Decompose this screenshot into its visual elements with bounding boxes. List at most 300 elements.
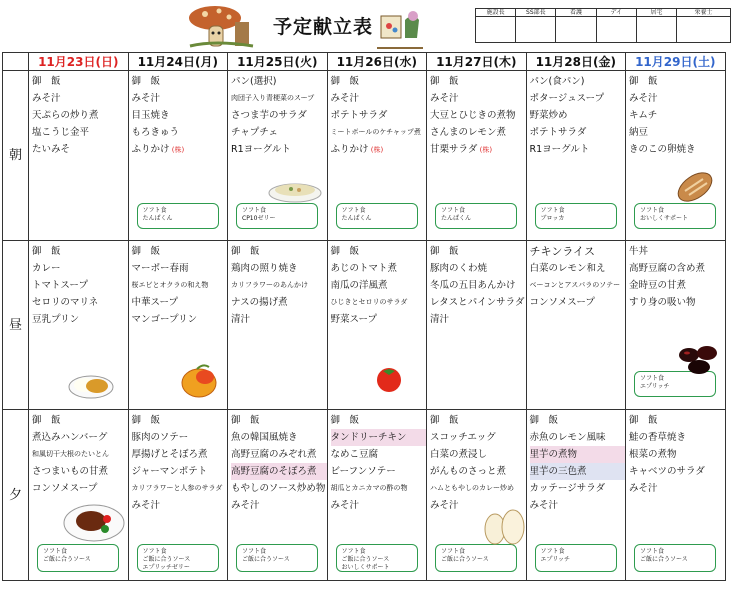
beans-illustration xyxy=(675,343,723,377)
menu-item-text: ポタージュスープ xyxy=(529,93,605,104)
menu-list xyxy=(231,243,327,328)
menu-item-text: ポテトサラダ xyxy=(330,110,388,121)
menu-item-text: 中華スープ xyxy=(131,297,179,308)
soft-food-box xyxy=(137,203,219,229)
menu-item xyxy=(629,90,725,107)
menu-item-text: 御 飯 xyxy=(430,76,459,87)
menu-item-text: 魚の韓国風焼き xyxy=(231,432,298,443)
menu-item-text: たいみそ xyxy=(32,144,71,155)
menu-item xyxy=(430,294,526,311)
menu-item-text: 目玉焼き xyxy=(131,110,170,121)
menu-item xyxy=(430,141,526,159)
soft-food-box xyxy=(634,203,716,229)
menu-item-text: ふりかけ xyxy=(330,144,369,155)
menu-item xyxy=(430,260,526,277)
menu-item xyxy=(32,73,128,90)
menu-item xyxy=(629,429,725,446)
menu-item xyxy=(530,429,626,446)
menu-item-text: 煮込みハンバーグ xyxy=(32,432,108,443)
menu-item xyxy=(132,429,228,446)
soft-food-line: ブロッカ xyxy=(540,215,565,222)
menu-item-text: みそ汁 xyxy=(330,500,360,511)
soft-food-line: おいしくサポート xyxy=(341,564,390,571)
menu-item-text: 御 飯 xyxy=(32,415,61,426)
meal-cell[interactable] xyxy=(527,71,627,241)
menu-item xyxy=(132,107,228,124)
row-label: 夕 xyxy=(3,410,29,581)
menu-item xyxy=(132,243,228,260)
menu-item xyxy=(430,243,526,260)
menu-item xyxy=(331,277,427,294)
soft-food-line: エプリッチゼリー xyxy=(142,564,190,571)
menu-item-text: コンソメスープ xyxy=(529,297,595,308)
approval-stamp-cell[interactable] xyxy=(516,17,556,43)
row-label: 朝 xyxy=(3,71,29,241)
menu-item xyxy=(331,90,427,107)
meal-cell[interactable] xyxy=(228,241,328,410)
menu-item xyxy=(132,73,228,90)
menu-item xyxy=(629,141,725,158)
menu-item xyxy=(132,277,228,294)
menu-list xyxy=(231,73,327,158)
menu-item-text: さんまのレモン煮 xyxy=(430,127,507,138)
menu-item-text: カレー xyxy=(32,263,61,274)
menu-item-text: みそ汁 xyxy=(131,93,161,104)
menu-item xyxy=(132,294,228,311)
menu-item xyxy=(231,412,327,429)
menu-item xyxy=(430,90,526,107)
menu-list xyxy=(430,412,526,514)
menu-item xyxy=(32,429,128,446)
menu-item xyxy=(32,463,128,480)
menu-item-text: 御 飯 xyxy=(629,76,658,87)
menu-item-text: 御 飯 xyxy=(529,415,559,426)
menu-list xyxy=(32,412,128,497)
soft-food-box xyxy=(236,203,318,229)
meal-cell[interactable] xyxy=(427,71,527,241)
title-area xyxy=(185,2,435,50)
approval-stamp-cell[interactable] xyxy=(556,17,596,43)
menu-item-text: パン(食パン) xyxy=(529,76,585,87)
menu-item xyxy=(331,446,427,463)
menu-item-text: スコッチエッグ xyxy=(430,432,496,443)
soft-food-line: ご飯に合うソース xyxy=(341,556,390,563)
soft-food-line: エプリッチ xyxy=(540,556,571,563)
soft-food-line: CP10ゼリー xyxy=(242,215,276,222)
menu-item-text: みそ汁 xyxy=(430,93,459,104)
menu-item xyxy=(231,90,327,107)
menu-item xyxy=(231,429,327,446)
menu-item xyxy=(331,124,427,141)
soft-food-title: ソフト食 xyxy=(640,207,665,214)
menu-item-text: ハムともやしのカレー炒め xyxy=(430,484,514,492)
menu-item-text: すり身の吸い物 xyxy=(629,297,696,308)
page-title: 予定献立表 xyxy=(273,16,374,38)
menu-item xyxy=(32,294,128,311)
menu-item xyxy=(331,294,427,311)
approval-header: SS部長 xyxy=(516,9,556,17)
meal-cell[interactable] xyxy=(29,410,129,581)
menu-list xyxy=(530,73,626,158)
menu-item xyxy=(331,412,427,429)
menu-item xyxy=(430,412,526,429)
corner-header xyxy=(3,53,29,71)
soft-food-box xyxy=(336,544,418,572)
menu-item-text: みそ汁 xyxy=(231,500,260,511)
soft-food-title: ソフト食 xyxy=(142,548,167,555)
menu-item-text: チャプチェ xyxy=(231,127,278,138)
soft-food-line: ご飯に合うソース xyxy=(441,556,489,563)
soft-food-title: ソフト食 xyxy=(43,548,68,555)
menu-item-text: カリフラワーと人参のサラダ xyxy=(131,484,223,492)
menu-list xyxy=(32,73,128,158)
menu-item xyxy=(530,90,626,107)
soft-food-line: おいしくサポート xyxy=(640,215,689,222)
menu-item xyxy=(331,463,427,480)
menu-item-text: パン(選択) xyxy=(231,76,277,87)
day-header: 11月24日(月) xyxy=(129,53,229,71)
menu-item xyxy=(530,260,626,277)
menu-item-text: トマトスープ xyxy=(32,280,88,291)
menu-item-text: 鮭の香草焼き xyxy=(629,432,687,443)
soft-food-title: ソフト食 xyxy=(540,548,565,555)
menu-item xyxy=(530,277,626,294)
soft-food-title: ソフト食 xyxy=(441,207,466,214)
meal-cell[interactable] xyxy=(328,410,428,581)
menu-item xyxy=(231,243,327,260)
menu-item-text: さつまいもの甘煮 xyxy=(32,466,109,477)
menu-item-text: レタスとパインサラダ xyxy=(430,297,525,308)
menu-list xyxy=(629,412,725,497)
menu-list xyxy=(331,73,427,159)
menu-list xyxy=(132,73,228,159)
menu-list xyxy=(629,243,725,311)
soft-food-title: ソフト食 xyxy=(640,548,665,555)
menu-item-text: 高野豆腐のみぞれ煮 xyxy=(231,449,317,460)
menu-item-text: 御 飯 xyxy=(330,415,360,426)
menu-item-text: ミートボールのケチャップ煮 xyxy=(330,128,421,136)
menu-item xyxy=(231,311,327,328)
menu-item xyxy=(629,277,725,294)
menu-item xyxy=(530,294,626,311)
menu-item xyxy=(32,446,128,463)
approval-stamp-cell[interactable] xyxy=(636,17,676,43)
tomato-illustration xyxy=(373,363,405,393)
menu-item xyxy=(331,311,427,328)
menu-list xyxy=(132,412,228,514)
meal-cell[interactable] xyxy=(427,410,527,581)
menu-item-note: (株) xyxy=(368,146,384,154)
meal-cell[interactable] xyxy=(626,71,726,241)
soft-food-title: ソフト食 xyxy=(540,207,565,214)
painter-illustration xyxy=(375,8,425,50)
day-header: 11月25日(火) xyxy=(228,53,328,71)
approval-stamp-cell[interactable] xyxy=(596,17,636,43)
menu-item xyxy=(132,497,228,514)
menu-item-text: カリフラワーのあんかけ xyxy=(231,281,308,289)
approval-header: 栄養士 xyxy=(677,9,731,17)
menu-item-text: きのこの卵焼き xyxy=(629,144,696,155)
menu-item xyxy=(331,260,427,277)
meal-cell[interactable] xyxy=(228,410,328,581)
soft-food-line: たんぱくん xyxy=(341,215,372,222)
approval-stamp-cell[interactable] xyxy=(677,17,731,43)
meal-cell[interactable] xyxy=(129,410,229,581)
menu-item-text: R1ヨーグルト xyxy=(529,144,590,155)
menu-item-text: 厚揚げとそぼろ煮 xyxy=(131,449,208,460)
menu-item-text: 豚肉のソテー xyxy=(131,432,189,443)
menu-list xyxy=(430,73,526,159)
menu-item-text: 和風切干大根のたいとん xyxy=(32,450,109,458)
menu-item-text: 豚肉のくわ焼 xyxy=(430,263,488,274)
menu-item-text: 金時豆の甘煮 xyxy=(629,280,687,291)
menu-item-text: コンソメスープ xyxy=(32,483,98,494)
menu-item xyxy=(530,107,626,124)
menu-item xyxy=(32,107,128,124)
soft-food-box xyxy=(435,203,517,229)
menu-item xyxy=(231,294,327,311)
menu-item-text: 塩こうじ金平 xyxy=(32,127,90,138)
meal-cell[interactable] xyxy=(228,71,328,241)
menu-item-text: セロリのマリネ xyxy=(32,297,99,308)
soft-food-box xyxy=(37,544,119,572)
menu-item xyxy=(331,141,427,159)
day-header: 11月23日(日) xyxy=(29,53,129,71)
menu-item-text: 御 飯 xyxy=(231,415,260,426)
menu-item-text: 里芋の煮物 xyxy=(529,449,578,460)
hamburg-illustration xyxy=(61,497,127,545)
menu-item xyxy=(629,480,725,497)
menu-list xyxy=(331,243,427,328)
menu-list xyxy=(430,243,526,328)
soft-food-box xyxy=(336,203,418,229)
bread-illustration xyxy=(673,165,717,205)
meal-cell[interactable] xyxy=(427,241,527,410)
menu-item-text: カッテージサラダ xyxy=(529,483,606,494)
menu-item xyxy=(629,463,725,480)
menu-item-text: 鶏肉の照り焼き xyxy=(231,263,298,274)
menu-item xyxy=(530,141,626,158)
menu-item xyxy=(530,124,626,141)
menu-item xyxy=(430,73,526,90)
menu-item xyxy=(132,446,228,463)
menu-item-text: R1ヨーグルト xyxy=(231,144,291,155)
menu-list xyxy=(231,412,327,514)
menu-item-text: 高野豆腐の含め煮 xyxy=(629,263,706,274)
menu-item-text: 御 飯 xyxy=(131,76,161,87)
soft-food-title: ソフト食 xyxy=(341,548,366,555)
menu-item xyxy=(530,463,626,480)
menu-item-text: 胡瓜とカニカマの酢の物 xyxy=(330,484,408,492)
soft-food-line: ご飯に合うソース xyxy=(43,556,91,563)
menu-item-text: みそ汁 xyxy=(330,93,360,104)
menu-item-text: 御 飯 xyxy=(629,415,658,426)
menu-item-text: 豆乳プリン xyxy=(32,314,80,325)
row-label: 昼 xyxy=(3,241,29,410)
menu-item xyxy=(231,141,327,158)
menu-item-text: ベーコンとアスパラのソテー xyxy=(529,281,621,289)
menu-item xyxy=(629,446,725,463)
menu-item-text: チキンライス xyxy=(529,245,595,258)
menu-item xyxy=(32,412,128,429)
menu-list xyxy=(32,243,128,328)
menu-item xyxy=(430,446,526,463)
menu-item xyxy=(430,124,526,141)
menu-item xyxy=(132,124,228,141)
soft-food-line: たんぱくん xyxy=(441,215,472,222)
menu-list xyxy=(331,412,427,514)
meal-cell[interactable] xyxy=(626,241,726,410)
menu-item-text: 肉団子入り青梗菜のスープ xyxy=(231,94,315,102)
approval-stamp-cell[interactable] xyxy=(476,17,516,43)
meal-cell[interactable] xyxy=(527,241,627,410)
menu-item xyxy=(32,277,128,294)
meal-cell[interactable] xyxy=(626,410,726,581)
soft-food-line: エプリッチ xyxy=(640,383,670,390)
menu-item xyxy=(32,243,128,260)
menu-item xyxy=(530,243,626,260)
menu-item-text: タンドリーチキン xyxy=(330,432,407,443)
menu-item-text: 御 飯 xyxy=(131,415,161,426)
menu-item-text: 野菜スープ xyxy=(330,314,378,325)
menu-item xyxy=(231,480,327,497)
approval-header: 施設長 xyxy=(476,9,516,17)
menu-item xyxy=(331,480,427,497)
menu-item-text: みそ汁 xyxy=(629,483,658,494)
menu-item-text: 白菜の煮浸し xyxy=(430,449,488,460)
menu-item xyxy=(530,73,626,90)
soft-food-box xyxy=(137,544,219,572)
meal-cell[interactable] xyxy=(29,71,129,241)
day-header: 11月29日(土) xyxy=(626,53,726,71)
menu-item-note: (株) xyxy=(169,146,185,154)
menu-item xyxy=(132,311,228,328)
menu-item-text: 大豆とひじきの煮物 xyxy=(430,110,516,121)
menu-item-text: 清汁 xyxy=(430,314,450,325)
menu-item xyxy=(629,107,725,124)
menu-item-text: 御 飯 xyxy=(430,246,459,257)
menu-item xyxy=(331,107,427,124)
menu-item-text: みそ汁 xyxy=(32,93,61,104)
menu-item-text: 里芋の三色煮 xyxy=(529,466,587,477)
menu-item-text: 冬瓜の五目あんかけ xyxy=(430,280,516,291)
menu-item xyxy=(231,446,327,463)
menu-item xyxy=(331,429,427,446)
menu-item-text: 清汁 xyxy=(231,314,251,325)
menu-item xyxy=(231,260,327,277)
menu-item-text: ビーフンソテー xyxy=(330,466,396,477)
menu-item-note: (株) xyxy=(477,146,493,154)
meal-cell[interactable] xyxy=(328,71,428,241)
menu-item xyxy=(430,463,526,480)
soft-food-box xyxy=(634,544,716,572)
soft-food-line: ご飯に合うソース xyxy=(242,556,290,563)
menu-item xyxy=(231,497,327,514)
soft-food-line: ご飯に合うソース xyxy=(640,556,688,563)
menu-item xyxy=(629,260,725,277)
menu-item-text: ひじきとセロリのサラダ xyxy=(330,298,408,306)
menu-item-text: 牛丼 xyxy=(629,246,649,257)
soft-food-box xyxy=(535,544,617,572)
menu-item xyxy=(530,480,626,497)
menu-item xyxy=(32,124,128,141)
menu-item-text: 根菜の煮物 xyxy=(629,449,677,460)
menu-item xyxy=(430,107,526,124)
menu-item xyxy=(629,124,725,141)
soft-food-title: ソフト食 xyxy=(341,207,366,214)
mango-illustration xyxy=(179,359,221,399)
soft-food-title: ソフト食 xyxy=(242,548,267,555)
menu-item xyxy=(231,277,327,294)
menu-item-text: ジャーマンポテト xyxy=(131,466,208,477)
menu-item xyxy=(132,412,228,429)
menu-item-text: マンゴープリン xyxy=(131,314,198,325)
menu-item xyxy=(132,141,228,159)
menu-item xyxy=(430,311,526,328)
soup-illustration xyxy=(265,173,325,205)
menu-item xyxy=(32,90,128,107)
menu-item-text: みそ汁 xyxy=(430,500,459,511)
menu-list xyxy=(629,73,725,158)
menu-list xyxy=(530,412,626,514)
menu-item-text: マーボー春雨 xyxy=(131,263,189,274)
menu-item-text: ふりかけ xyxy=(131,144,170,155)
menu-item-text: キムチ xyxy=(629,110,658,121)
menu-item xyxy=(331,73,427,90)
menu-item xyxy=(132,480,228,497)
menu-item xyxy=(231,107,327,124)
menu-item-text: 高野豆腐のそぼろ煮 xyxy=(231,466,317,477)
approval-header: 看護 xyxy=(556,9,596,17)
menu-item-text: 赤魚のレモン風味 xyxy=(529,432,606,443)
menu-item xyxy=(32,480,128,497)
approval-header: 居宅 xyxy=(636,9,676,17)
menu-item-text: ポテトサラダ xyxy=(529,127,587,138)
menu-item-text: 甘栗サラダ xyxy=(430,144,478,155)
soft-food-box xyxy=(236,544,318,572)
mushroom-illustration xyxy=(185,2,255,50)
meal-cell[interactable] xyxy=(129,71,229,241)
soft-food-title: ソフト食 xyxy=(242,207,267,214)
meal-cell[interactable] xyxy=(527,410,627,581)
menu-item xyxy=(530,446,626,463)
day-header: 11月28日(金) xyxy=(527,53,627,71)
day-header: 11月26日(水) xyxy=(328,53,428,71)
menu-item xyxy=(430,480,526,497)
menu-item-text: 御 飯 xyxy=(430,415,459,426)
menu-grid xyxy=(2,52,726,581)
menu-item xyxy=(32,311,128,328)
menu-item xyxy=(530,412,626,429)
menu-item-text: キャベツのサラダ xyxy=(629,466,705,477)
menu-item-text: もろきゅう xyxy=(131,127,180,138)
menu-list xyxy=(132,243,228,328)
menu-item-text: 御 飯 xyxy=(131,246,161,257)
menu-list xyxy=(530,243,626,311)
eggs-illustration xyxy=(481,501,527,551)
menu-item-text: 白菜のレモン和え xyxy=(529,263,606,274)
menu-item xyxy=(430,429,526,446)
soft-food-box xyxy=(535,203,617,229)
menu-item-text: 御 飯 xyxy=(32,76,61,87)
soft-food-title: ソフト食 xyxy=(441,548,466,555)
menu-item xyxy=(132,260,228,277)
menu-item xyxy=(331,497,427,514)
approval-stamp-table xyxy=(475,8,731,43)
menu-item-text: みそ汁 xyxy=(529,500,559,511)
menu-item-text: 御 飯 xyxy=(330,76,360,87)
curry-illustration xyxy=(67,365,115,401)
